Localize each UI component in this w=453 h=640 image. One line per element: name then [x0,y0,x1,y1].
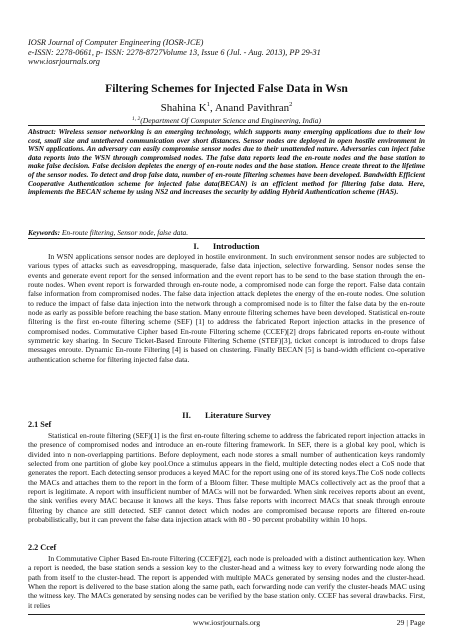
introduction-body [28,252,425,364]
author-1-sup: 1 [206,101,210,108]
journal-header [28,38,428,67]
author-line [0,101,453,114]
keywords-bottom-rule [28,238,425,239]
affiliation [0,116,453,125]
ccef-body [28,554,425,610]
affiliation-sup: 1, 2 [132,116,141,122]
journal-url[interactable]: www.iosrjournals.org [28,57,100,67]
abstract-top-rule [28,125,425,126]
author-separator: , [210,102,215,114]
sef-paragraph: Statistical en-route filtering (SEF)[1] is the first en-route filtering scheme to address the fabricated report injection attacks in the presence of compromised nodes and introduce an en-route filtering framework. In SEF, there is a global key pool, which is divided into n non-overlapping partitions. Before deployment, each node stores a small number of authentication keys randomly selected from one partition of globe key pool.Once a stimulus appears in the field, multiple detecting nodes elect a CoS node that generates the report. Each detecting sensor produces a keyed MAC for the report using one of its stored keys.The CoS node collects the MACs and attaches them to the report in the form of a Bloom filter. These multiple MACs collectively act as the proof that a report is legitimate. A report with insufficient number of MACs will not be forwarded. When sink receives reports about an event, the sink verifies every MAC because it knows all the keys. Thus false reports with incorrect MACs that sneak through enroute filtering by chance are still detected. SEF cannot detect which nodes are compromised because reports are filtered en-route probabilistically, but it can prevent the false data injection attack with 80 - 90 percent probability within 10 hops. [28,431,425,525]
page-number: 29 | Page [396,618,425,627]
abstract-text: Wireless sensor networking is an emerging technology, which supports many emerging applications due to their low cost, small size and untethered communication over short distances. Sensor nodes are deployed in open hostile environment in WSN applications. An adversary can easily compromise sensor nodes due to their unattended nature. Adversaries can inject false data reports into the WSN through compromised nodes. The false data reports lead the en-route nodes and the base station to make false decision. False decision depletes the energy of en-route nodes and the base station. Hence create threat to the lifetime of the sensor nodes. To detect and drop false data, number of en-route filtering schemes have been developed. Bandwidth Efficient Cooperative Authentication scheme for injected false data(BECAN) is an efficient method for filtering false data. Here, implements the BECAN scheme by using NS2 and increases the security by adding Hybrid Authentication scheme (HAS). [28,127,425,197]
subsection-heading-sef: 2.1 Sef [28,420,52,429]
footer-url[interactable]: www.iosrjournals.org [192,618,261,627]
journal-issn: e-ISSN: 2278-0661, p- ISSN: 2278-8727Volume 13, Issue 6 (Jul. - Aug. 2013), PP 29-31 [28,47,321,57]
affiliation-text: (Department Of Computer Science and Engineering, India) [140,116,321,125]
section-heading-introduction [0,241,453,251]
journal-name: IOSR Journal of Computer Engineering (IOSR-JCE) [28,38,204,47]
paper-title: Filtering Schemes for Injected False Data in Wsn [105,82,348,95]
keywords-text: En-route filtering, Sensor node, false data. [60,228,189,237]
subsection-heading-ccef: 2.2 Ccef [28,543,57,552]
abstract [28,128,425,197]
footer-rule [28,614,425,615]
keywords [28,228,428,237]
ccef-paragraph: In Commutative Cipher Based En-route Filtering (CCEF)[2], each node is preloaded with a distinct authentication key. When a report is needed, the base station sends a session key to the cluster-head and a witness key to every forwarding node along the path from itself to the cluster-head. The report is appended with multiple MACs generated by sensing nodes and the cluster-head. When the report is delivered to the base station along the same path, each forwarding node can verify the cluster-heads MAC using the witness key. The MACs generated by sensing nodes can be verified by the base station only. CCEF has several drawbacks. First, it relies [28,554,425,610]
keywords-label: Keywords: [28,228,61,237]
author-2-sup: 2 [289,101,293,108]
sef-body [28,431,425,524]
section-number: II. [182,410,191,420]
section-title: Introduction [212,241,260,251]
introduction-paragraph: In WSN applications sensor nodes are deployed in hostile environment. In such environment sensor nodes are subjected to various types of attacks such as eavesdropping, masquerade, false data injection, selective forwarding. Sensor nodes sense the events and generate event report for the sensed information and the event report has to be send to the base station through the en-route nodes. When event report is forwarded through en-route node, a compromised node can forge the report. False data contain false information from compromised nodes. The false data injection attack depletes the energy of the en-route nodes. One solution to reduce the impact of false data injection into the network through a compromised node is to filter the false data by the en-route node as early as possible before reaching the base station. Many enroute filtering schemes have been developed. Statistical en-route filtering is the first en-route filtering scheme (SEF) [1] to address the fabricated Report injection attacks in the presence of compromised nodes. Commutative Cipher based En-route Filtering scheme (CCEF)[2] drops fabricated reports en-route without symmetric key sharing. In Secure Ticket-Based Enroute Filtering Scheme (STEF)[3], ticket concept is introduced to drops false messages enroute. Dynamic En-route Filtering [4] is based on clustering. Finally BECAN [5] is band-width efficient co-operative authentication scheme for filtering injected false data. [28,252,425,364]
section-number: I. [193,241,199,251]
section-heading-literature-survey [0,410,453,420]
author-2: Anand Pavithran [214,102,290,114]
author-1: Shahina K [160,102,207,114]
abstract-label: Abstract: [28,127,56,136]
section-title: Literature Survey [204,410,271,420]
